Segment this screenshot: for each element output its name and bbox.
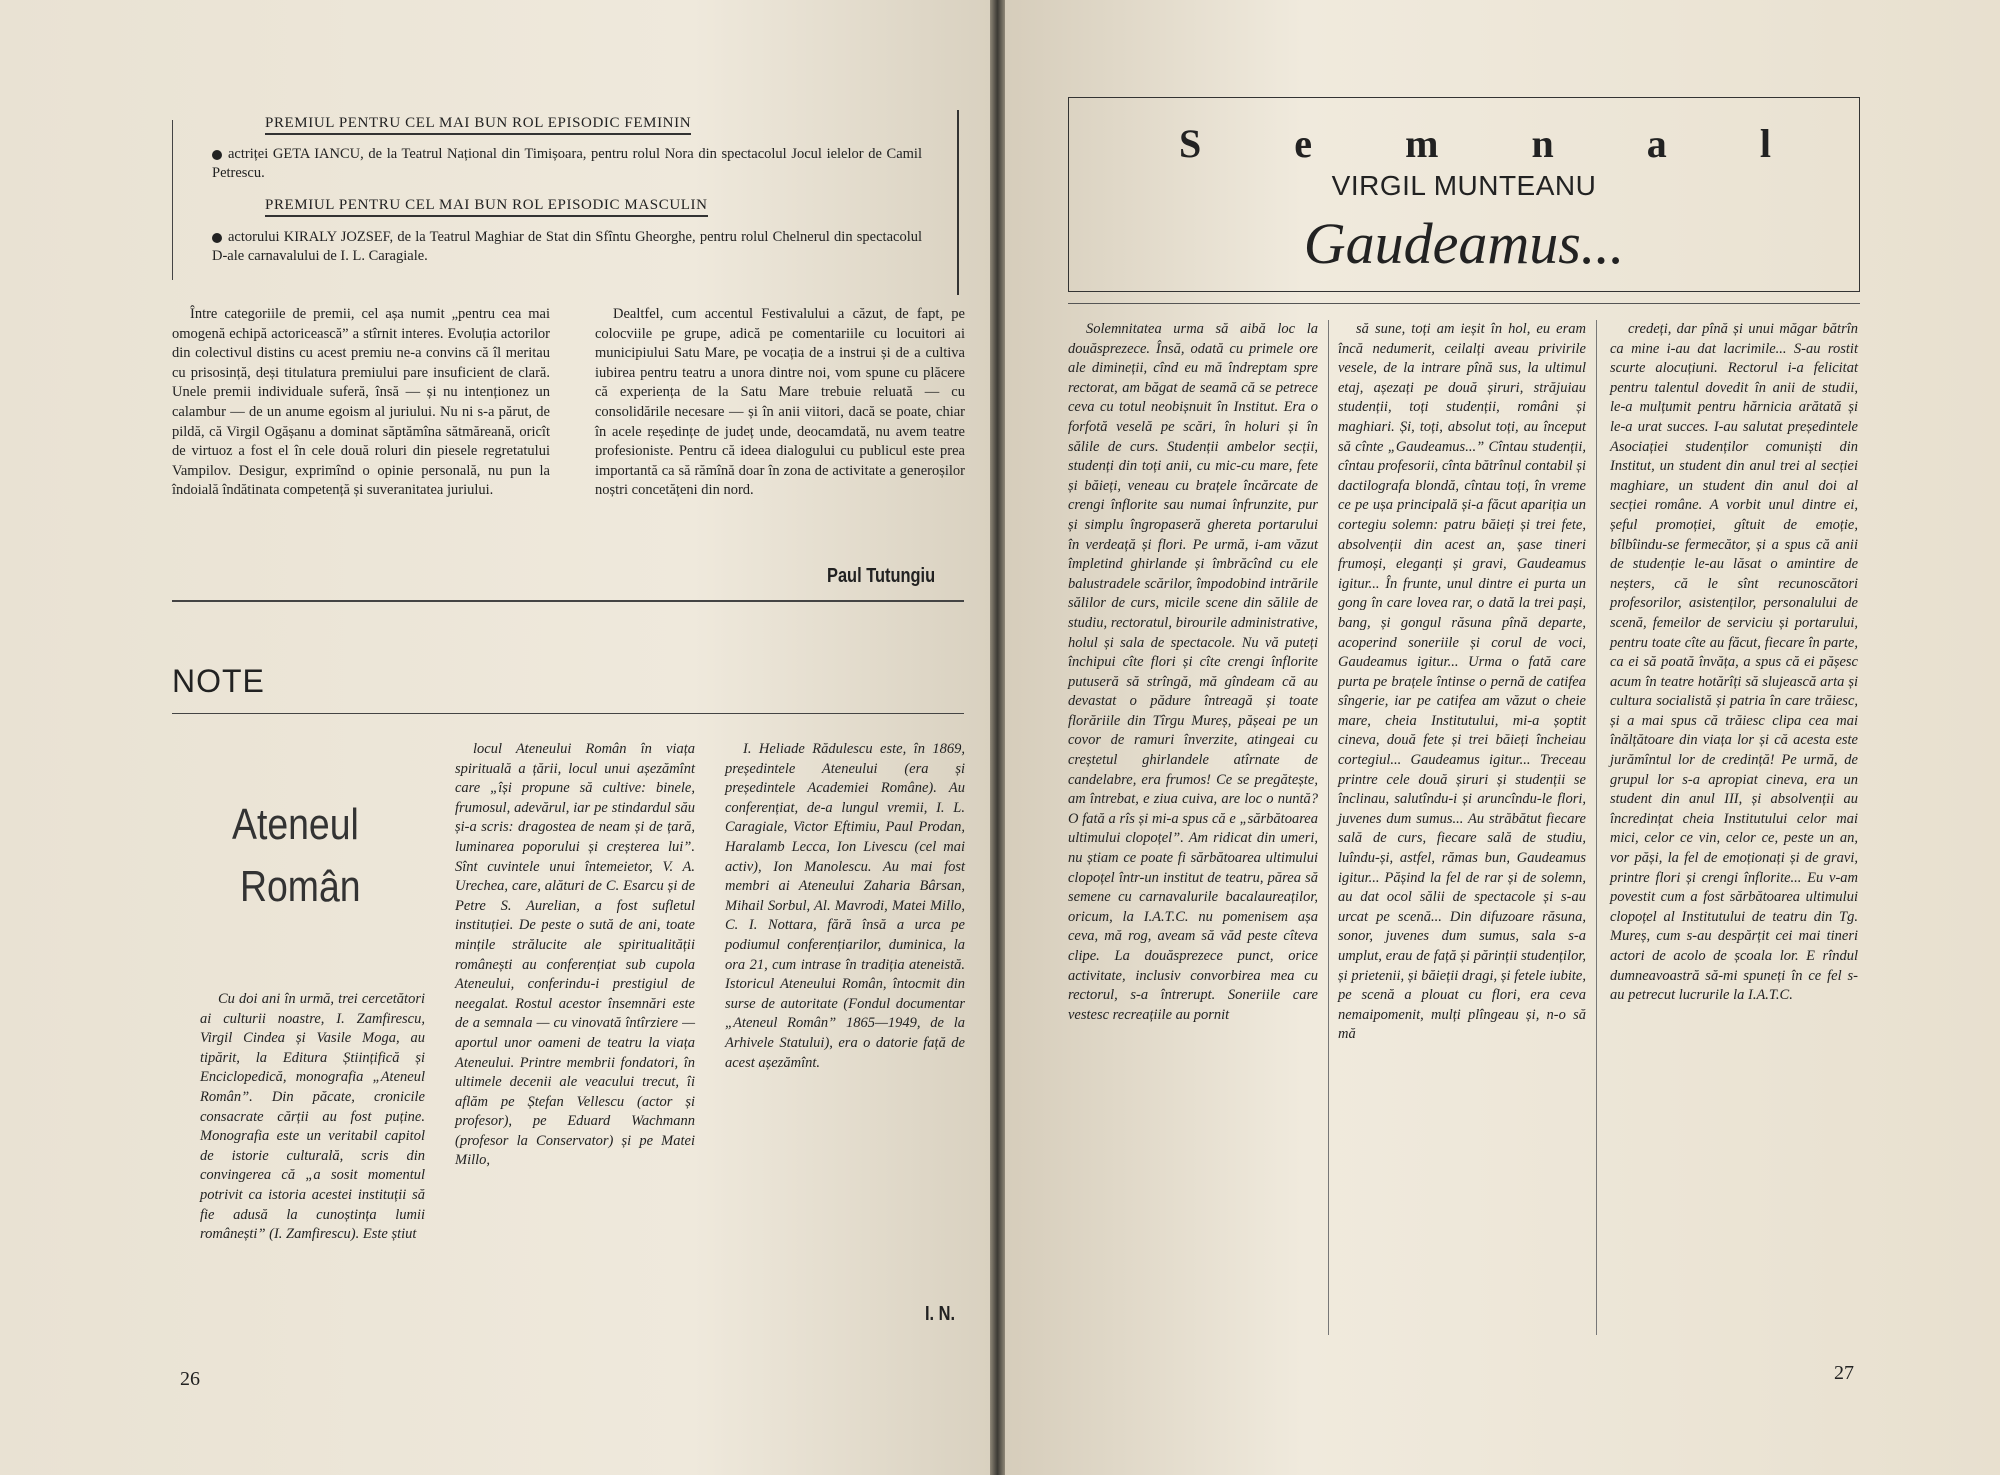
award2-text <box>212 228 922 266</box>
story-column-3 <box>1610 320 1858 1006</box>
section-underline <box>172 713 964 714</box>
semnal-letter: e <box>1294 121 1313 166</box>
semnal-letter: S <box>1179 121 1202 166</box>
award1-heading: PREMIUL PENTRU CEL MAI BUN ROL EPISODIC FEMININ <box>265 115 691 135</box>
note-column-2-text: locul Ateneului Român în viața spirituală a țării, locul unui așezămînt care „își propune să cultive: binele, frumosul, adevărul, iar pe stindardul său și-a scris: dragostea de neam și de țară, luminarea poporului și creșterea lui”. Sînt cuvintele unui întemeietor, V. A. Urechea, care, alături de C. Esarcu și de Petre S. Aurelian, a fost sufletul instituției. De peste o sută de ani, toate mințile strălucite ale spiritualității românești au conferențiat sub cupola Ateneului, conferindu-i prestigiul de neegalat. Rostul acestor însemnări este de a semnala — cu vinovată întîrziere — aportul unor oameni de teatru la viața Ateneului. Printre membrii fondatori, în ultimele decenii ale veacului trecut, îi aflăm pe Ștefan Vellescu (actor și profesor), pe Eduard Wachmann (profesor la Conservator) și pe Matei Millo, <box>455 741 695 1169</box>
note-column-2 <box>455 740 695 1171</box>
semnal-letter: m <box>1405 121 1439 166</box>
section-divider <box>172 600 964 602</box>
award2-heading: PREMIUL PENTRU CEL MAI BUN ROL EPISODIC MASCULIN <box>265 197 708 217</box>
award1-text <box>212 145 922 183</box>
header-bottom-rule <box>1068 303 1860 304</box>
story-author: VIRGIL MUNTEANU <box>1331 170 1597 201</box>
semnal-letter: n <box>1531 121 1554 166</box>
column-rule <box>1328 320 1329 1335</box>
award2-text-body: actorului KIRALY JOZSEF, de la Teatrul Maghiar de Stat din Sfîntu Gheorghe, pentru rolul Chelnerul din spectacolul D-ale carnavalului de I. L. Caragiale. <box>212 229 922 264</box>
story-column-1-text: Solemnitatea urma să aibă loc la douăsprezece. Însă, odată cu primele ore ale dimineții, cînd eu mă îndreptam spre rectorat, am băgat de seamă că se petrece ceva cu totul neobișnuit în Institut. Era o forfotă veselă pe scări, în holuri și în sălile de curs. Studenții ambelor secții, studenți din toți anii, cu mic-cu mare, fete și băieți, veneau cu brațele încărcate de crengi înflorite sau numai înfrunzite, pur și simplu îngropaseră ghereta portarului în verdeață și flori. Pe urmă, i-am văzut împletind ghirlande și îmbrăcînd cu ele balustradele scărilor, împodobind intrările sălilor de curs, micile scene din sălile de studiu, rectoratul, birourile administrative, holul și sala de spectacole. Nu vă puteți închipui cîte flori și cîte crengi înflorite putuseră să strîngă, mă gîndeam că au devastat o pădure întreagă și toate florăriile din Tîrgu Mureș, pășeai pe un covor de ramuri înverzite, atingeai cu creștetul ghirlandele atîrnate de candelabre, era frumos! Ce se pregătește, am întrebat, e ziua cuiva, are loc o nuntă? O fată a rîs și mi-a spus că e „sărbătoarea ultimului clopoțel”. Am ridicat din umeri, nu știam ce poate fi sărbătoarea ultimului clopoțel într-un institut de teatru, părea să semene cu carnavalurile bacalaureaților, oricum, la I.A.T.C. nu pomenisem așa ceva, mă rog, aveam să văd peste cîteva clipe. La douăsprezece punct, orice activitate, inclusiv convorbirea mea cu rectorul, s-a întrerupt. Soneriile care vestesc recreațiile au pornit <box>1068 321 1318 1023</box>
note-title-line-1: Ateneul <box>232 800 359 849</box>
article-column-1 <box>172 305 550 501</box>
awards-box-left-rule <box>172 120 173 280</box>
note-column-1 <box>200 990 425 1245</box>
article-column-1-text: Între categoriile de premii, cel așa numit „pentru cea mai omogenă echipă actoricească” a stîrnit interes. Evoluția actorilor din colectivul distins cu acest premiu ne-a convins că îl meritau cu prisosință, deși titulatura premiului pare insuficient de clară. Unele premii individuale suferă, însă — și nu intenționez un calambur — de un anume egoism al juriului. Nu ni s-a părut, de pildă, că Virgil Ogășanu a dominat săptămîna sătmăreană, oricît de virtuoz a fost el în cele două roluri din piesele regretatului Vampilov. Desigur, exprimînd o opinie personală, nu pun la îndoială îndătinata competență și suveranitatea juriului. <box>172 306 550 499</box>
note-column-3-text: I. Heliade Rădulescu este, în 1869, președintele Ateneului (era și președintele Academiei Române). Au conferențiat, de-a lungul vremii, I. L. Caragiale, Victor Eftimiu, Paul Prodan, Haralamb Lecca, Ion Livescu (cel mai activ), Ion Manolescu. Au mai fost membri ai Ateneului Zaharia Bârsan, Mihail Sorbul, Al. Mavrodi, Matei Millo, C. I. Nottara, fără însă a urca pe podiumul conferențiarilor, duminica, la ora 21, cum intrase în tradiția ateneistă. Istoricul Ateneului Român, întocmit din surse de autoritate (Fondul documentar „Ateneul Român” 1865—1949, de la Arhivele Statului), era o datorie față de acest așezămînt. <box>725 741 965 1071</box>
semnal-letter: a <box>1646 121 1667 166</box>
bullet-icon <box>212 150 222 160</box>
note-title-line-2: Român <box>240 862 361 911</box>
book-gutter <box>990 0 1005 1475</box>
story-title: Gaudeamus... <box>1303 211 1625 276</box>
column-rule <box>1596 320 1597 1335</box>
semnal-header-box <box>1068 97 1860 292</box>
note-column-1-text: Cu doi ani în urmă, trei cercetători ai culturii noastre, I. Zamfirescu, Virgil Cindea și Vasile Moga, au tipărit, la Editura Științifică și Enciclopedică, monografia „Ateneul Român”. Din păcate, cronicile consacrate cărții au fost puține. Monografia este un veritabil capitol de istorie culturală, scris din convingerea că „a sosit momentul potrivit ca istoria acestei instituții să fie adusă la cunoștința lumii românești” (I. Zamfirescu). Este știut <box>200 991 425 1243</box>
article-column-2-text: Dealtfel, cum accentul Festivalului a căzut, de fapt, pe colocviile pe grupe, adică pe comentariile cu locuitori ai municipiului Satu Mare, pe vocația de a instrui și de a cultiva iubirea pentru teatru a unora dintre noi, vom spune cu plăcere că experiența de la Satu Mare trebuie reluată — cu consolidările necesare — și în anii viitori, dacă se poate, chiar în acele reședințe de județ unde, deocamdată, nu avem teatre profesioniste. Pentru că ideea dialogului cu publicul este prea importantă ca să rămînă doar în zona de activitate a generoșilor noștri concetățeni din nord. <box>595 306 965 499</box>
story-column-2-text: să sune, toți am ieșit în hol, eu eram încă nedumerit, ceilalți aveau privirile vesele, de la intrare pînă sus, la ultimul etaj, așezați pe două șiruri, străjuiau studenții, toți studenții, români și maghiari. Și, toți, absolut toți, au început să cînte „Gaudeamus...” Cîntau studenții, cîntau profesorii, cînta bătrînul contabil și dactilografa blondă, cîntau toți, în vreme ce pe ușa principală și-a făcut apariția un cortegiu solemn: patru băieți și trei fete, absolvenții din acest an, șase tineri frumoși, eleganți și gravi, Gaudeamus igitur... În frunte, unul dintre ei purta un gong în care lovea rar, o dată la trei pași, bang, și gongul răsuna pînă departe, acoperind soneriile și corul de voci, Gaudeamus igitur... Urma o fată care purta pe brațele întinse o pernă de catifea sîngerie, iar pe catifea am văzut o cheie mare, cheia Institutului, mi-a șoptit cineva, două fete și trei băieți încheiau cortegiul... Gaudeamus igitur... Treceau printre cele două șiruri și studenții se înclinau, salutîndu-i și aruncîndu-le flori, juvenes dum sumus... Au străbătut fiecare sală de curs, fiecare sală de studiu, luîndu-și, astfel, rămas bun, Gaudeamus igitur... Pășind la fel de rar și de solemn, au dat ocol sălii de spectacole și s-au urcat pe scenă... Din difuzoare răsuna, sonor, juvenes dum sumus, sala s-a umplut, erau de față și părinții studenților, și prietenii, și băieții dragi, și fetele iubite, pe scenă a plouat cu flori, era ceva nemaipomenit, mulți plîngeau și, n-o să mă <box>1338 321 1586 1043</box>
article-column-2 <box>595 305 965 501</box>
page-number-right: 27 <box>1834 1362 1854 1384</box>
section-title: NOTE <box>172 663 265 699</box>
story-column-1 <box>1068 320 1318 1025</box>
note-column-3 <box>725 740 965 1073</box>
semnal-word <box>1069 120 1859 167</box>
semnal-letter: l <box>1759 121 1771 166</box>
story-column-3-text: credeți, dar pînă și unui măgar bătrîn ca mine i-au dat lacrimile... S-au rostit scurte alocuțiuni. Rectorul i-a felicitat pentru talentul dovedit în anii de studii, le-a mulțumit pentru hărnicia arătată și le-a urat succes. I-au salutat președintele Asociației studenților comuniști din Institut, un student din anul trei al secției maghiare, un student din anul doi al secției române. A vorbit unul dintre ei, șeful promoției, gîtuit de emoție, bîlbîindu-se fermecător, și a spus că anii de studenție le-au lăsat o amintire de neșters, că le sînt recunoscători profesorilor, asistenților, personalului de scenă, femeilor de serviciu și portarului, pentru toate cîte au făcut, fiecare în parte, ca ei să poată învăța, a spus că ei pășesc acum în teatre hotărîți să slujească arta și cultura socialistă și patria în care trăiesc, și a mai spus că trăiesc clipa cea mai înălțătoare din viața lor și că acesta este jurămîntul lor de credință! Pe urmă, de grupul lor s-a apropiat cineva, era un student din anul III, și absolvenții au încredințat cheia Institutului celor mai mici, celor ce vin, celor ce, peste un an, vor păși, la fel de emoționați și de gravi, printre flori și crengi înflorite... Eu v-am povestit cum a fost sărbătoarea ultimului clopoțel al Institutului de teatru din Tg. Mureș, cum s-au despărțit cei mai tineri actori de acolo de școala lor. E rîndul dumneavoastră să-mi spuneți în ce fel s-au petrecut lucrurile la I.A.T.C. <box>1610 321 1858 1004</box>
left-page <box>0 0 990 1475</box>
note-signature: I. N. <box>925 1303 956 1325</box>
award1-text-body: actriței GETA IANCU, de la Teatrul Național din Timișoara, pentru rolul Nora din spectacolul Jocul ielelor de Camil Petrescu. <box>212 146 922 181</box>
story-column-2 <box>1338 320 1586 1045</box>
article-signature: Paul Tutungiu <box>827 565 936 587</box>
bullet-icon <box>212 233 222 243</box>
page-number-left: 26 <box>180 1368 200 1390</box>
